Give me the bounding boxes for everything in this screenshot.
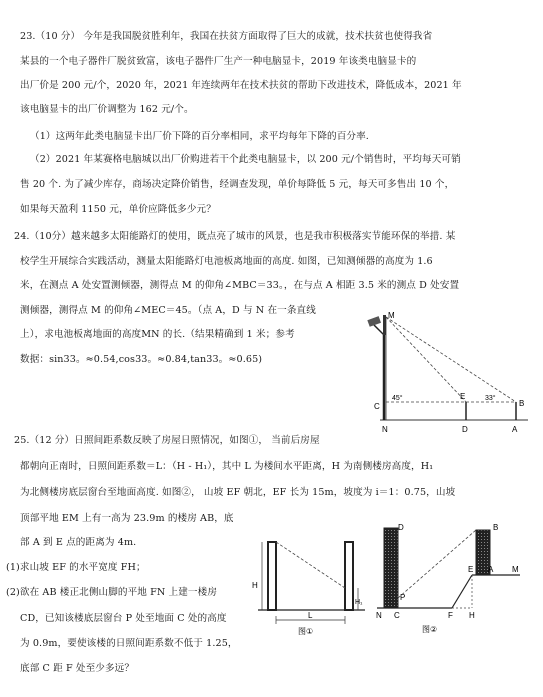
- fig24-angle-45: 45°: [392, 395, 403, 402]
- q25-figure-1: [250, 530, 370, 640]
- q24-line-5: 上），求电池板离地面的高度MN 的长.（结果精确到 1 米；参考: [20, 329, 295, 340]
- fig2-label-B: B: [493, 523, 499, 532]
- fig24-label-M: M: [388, 311, 395, 320]
- fig2-label-C: C: [394, 611, 400, 620]
- q24-figure: [350, 305, 530, 440]
- fig2-label-F: F: [448, 611, 453, 620]
- q23-line-3: 出厂价是 200 元/个，2020 年，2021 年连续两年在技术扶贫的帮助下改进技术，降低成本，2021 年: [20, 80, 462, 91]
- q25-line-4: 顶部平地 EM 上有一高为 23.9m 的楼房 AB，底: [20, 513, 234, 524]
- fig24-label-C: C: [374, 402, 380, 411]
- q25-line-3: 为北侧楼房底层窗台至地面高度. 如图②， 山坡 EF 朝北，EF 长为 15m，坡度为 i＝1：0.75，山坡: [20, 487, 456, 498]
- fig2-label-H: H: [469, 611, 475, 620]
- fig24-label-B: B: [519, 399, 525, 408]
- fig24-label-E: E: [460, 392, 466, 401]
- q25-line-5: 部 A 到 E 点的距离为 4m.: [20, 537, 137, 548]
- q24-line-2: 校学生开展综合实践活动，测量太阳能路灯电池板离地面的高度. 如图，已知测倾器的高度为 1.6: [20, 256, 433, 267]
- q25-sub-2-line-4: 底部 C 距 F 处至少多远？: [20, 663, 135, 674]
- fig24-label-N: N: [382, 425, 388, 434]
- fig2-label-M: M: [512, 565, 519, 574]
- fig2-label-D: D: [398, 523, 404, 532]
- fig2-caption: 图②: [422, 625, 438, 634]
- fig1-caption: 图①: [298, 627, 314, 636]
- fig2-label-P: P: [400, 593, 406, 602]
- q25-sub-2-line-3: 为 0.9m，要使该楼的日照间距系数不低于 1.25，: [20, 638, 238, 649]
- q23-line-4: 该电脑显卡的出厂价调整为 162 元/个。: [20, 104, 194, 115]
- q25-line-1: 25.（12 分）日照间距系数反映了房屋日照情况，如图①， 当前后房屋: [14, 435, 320, 446]
- fig1-label-L: L: [308, 611, 313, 620]
- q23-line-2: 某县的一个电子器件厂脱贫致富，该电子器件厂生产一种电脑显卡，2019 年该类电脑显卡的: [20, 56, 417, 67]
- q25-sub-2-line-1: (2)欲在 AB 楼正北侧山脚的平地 FN 上建一楼房: [6, 587, 218, 598]
- fig2-label-N: N: [376, 611, 382, 620]
- q25-sub-2-line-2: CD，已知该楼底层窗台 P 处至地面 C 处的高度: [20, 613, 227, 624]
- q23-line-1: 23.（10 分） 今年是我国脱贫胜利年，我国在扶贫方面取得了巨大的成就，技术扶贫也使得我省: [20, 31, 433, 42]
- fig2-label-A: A: [488, 565, 494, 574]
- q23-sub-1: （1）这两年此类电脑显卡出厂价下降的百分率相同，求平均每年下降的百分率.: [30, 131, 369, 142]
- fig24-label-A: A: [512, 425, 518, 434]
- q23-sub-2-line-1: （2）2021 年某赛格电脑城以出厂价购进若干个此类电脑显卡，以 200 元/个销售时，平均每天可销: [30, 154, 461, 165]
- fig24-label-D: D: [462, 425, 468, 434]
- fig24-angle-33: 33°: [485, 395, 496, 402]
- q23-sub-2-line-3: 如果每天盈利 1150 元，单价应降低多少元？: [20, 204, 216, 215]
- q25-figure-2: [372, 520, 527, 638]
- q24-line-4: 测倾器，测得点 M 的仰角∠MEC＝45。（点 A，D 与 N 在一条直线: [20, 305, 316, 316]
- q25-sub-1: (1)求山坡 EF 的水平宽度 FH；: [6, 562, 146, 573]
- fig1-label-H: H: [252, 581, 258, 590]
- fig1-label-H1: H₁: [355, 599, 363, 606]
- fig2-label-E: E: [468, 565, 474, 574]
- q25-line-2: 都朝向正南时，日照间距系数＝L：（H - H₁），其中 L 为楼间水平距离，H 为南侧楼房高度，H₁: [20, 461, 434, 472]
- q23-sub-2-line-2: 售 20 个. 为了减少库存，商场决定降价销售，经调查发现，单价每降低 5 元，每天可多售出 10 个，: [20, 179, 455, 190]
- q24-line-3: 米，在测点 A 处安置测倾器，测得点 M 的仰角∠MBC＝33。，在与点 A 相距 3.5 米的测点 D 处安置: [20, 280, 460, 291]
- q24-line-6: 数据：sin33。≈0.54,cos33。≈0.84,tan33。≈0.65): [20, 354, 263, 365]
- q24-line-1: 24.（10分）越来越多太阳能路灯的使用，既点亮了城市的风景，也是我市积极落实节能环保的举措. 某: [14, 231, 456, 242]
